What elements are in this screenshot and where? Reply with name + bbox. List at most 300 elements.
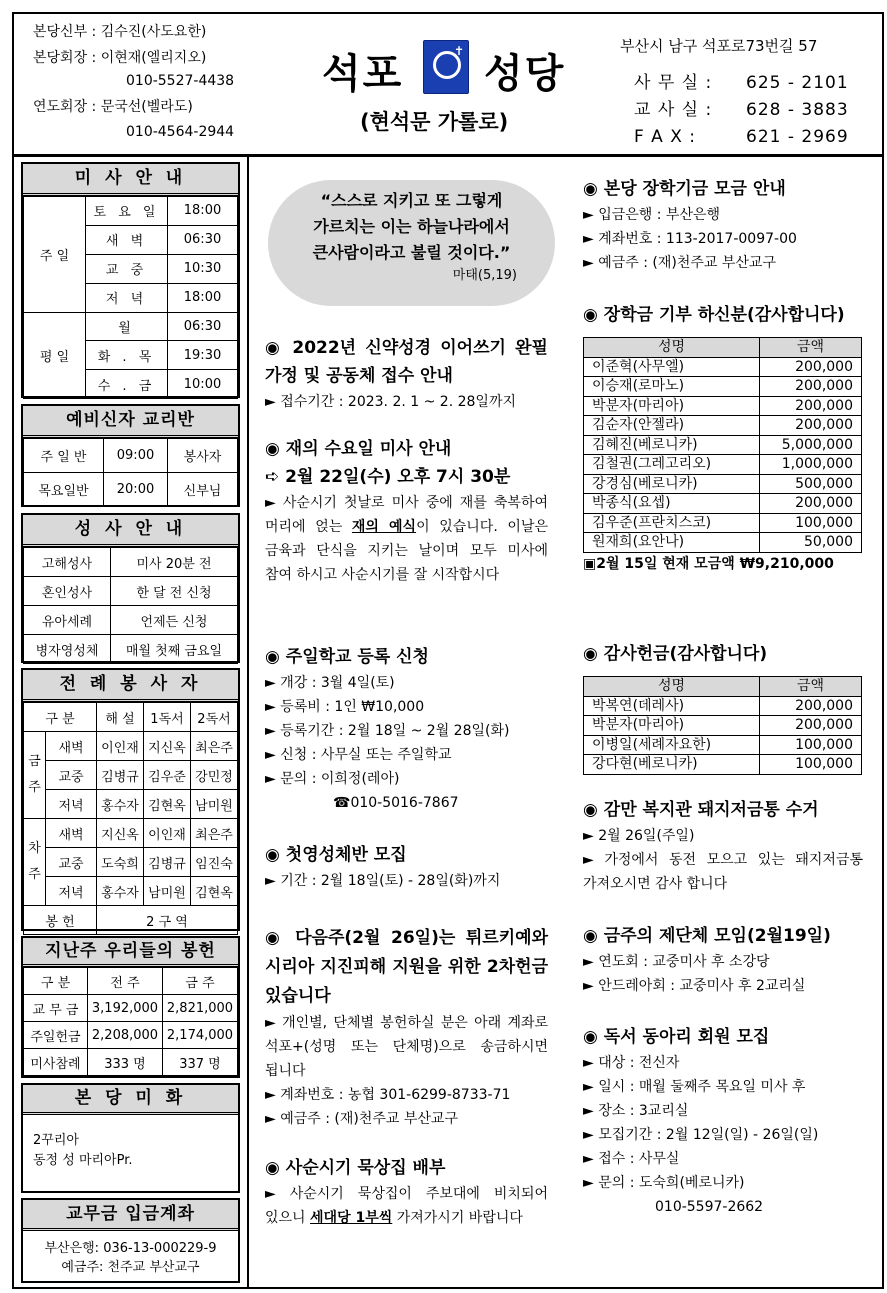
table-row xyxy=(24,312,238,341)
section-bullet-icon: ◉ xyxy=(583,800,604,820)
donor-name: 김혜진(베로니카) xyxy=(584,435,760,455)
server-name: 최은주 xyxy=(190,819,237,848)
body-text: 가져가시기 바랍니다 xyxy=(392,1210,523,1226)
pointer-icon: ► xyxy=(583,1151,599,1167)
section-bullet-icon: ◉ xyxy=(583,305,604,325)
mass-slot: 교중 xyxy=(46,761,97,790)
emphasis: 세대당 1부씩 xyxy=(310,1210,393,1226)
prayer-phone: 010-4564-2944 xyxy=(126,124,235,140)
classroom-label: 교 사 실 : xyxy=(634,100,713,120)
pointer-icon: ► xyxy=(583,255,599,271)
pointer-icon: ► xyxy=(583,1175,599,1191)
mass-slot: 새벽 xyxy=(46,819,97,848)
pointer-icon: ► xyxy=(265,723,281,739)
donor-amount: 200,000 xyxy=(760,396,862,416)
mass-title: 미 사 안 내 xyxy=(23,164,238,196)
table-row xyxy=(24,197,238,226)
section-scholarship-fund xyxy=(583,175,863,275)
catechumen-box xyxy=(21,404,240,507)
mass-name: 저 녁 xyxy=(86,283,168,312)
section-title: 장학금 기부 하신분(감사합니다) xyxy=(603,305,845,325)
header-cell: 2독서 xyxy=(190,703,237,732)
pointer-icon: ► xyxy=(265,1087,281,1103)
table-row xyxy=(24,635,238,664)
mass-time: 19:30 xyxy=(168,341,238,370)
section-bullet-icon: ◉ xyxy=(265,1158,286,1178)
server-name: 도숙희 xyxy=(97,848,144,877)
sacrament-name: 혼인성사 xyxy=(24,577,111,606)
list-item xyxy=(265,767,548,791)
mass-name: 토 요 일 xyxy=(86,197,168,226)
item-text: 문의 : 도숙희(베로니카) xyxy=(598,1175,745,1191)
pointer-icon: ► xyxy=(265,771,281,787)
offerings-title: 지난주 우리들의 봉헌 xyxy=(23,938,238,967)
dues-account: 부산은행: 036-13-000229-9 xyxy=(44,1241,217,1256)
contact-phone: 010-5597-2662 xyxy=(655,1199,764,1215)
header-cell: 해 설 xyxy=(97,703,144,732)
last-week-amount: 3,192,000 xyxy=(88,995,163,1022)
section-bullet-icon: ◉ xyxy=(583,926,604,946)
table-row xyxy=(24,995,238,1022)
server-name: 이인재 xyxy=(144,819,191,848)
donor-amount: 5,000,000 xyxy=(760,435,862,455)
section-title: 본당 장학기금 모금 안내 xyxy=(603,179,786,199)
list-item xyxy=(583,950,863,974)
sacraments-title: 성 사 안 내 xyxy=(23,515,238,547)
donor-name: 이승재(로마노) xyxy=(584,377,760,397)
server-name: 강민정 xyxy=(190,761,237,790)
flowers-box xyxy=(21,1083,240,1193)
server-name: 김현옥 xyxy=(190,877,237,906)
donor-name: 박종식(요셉) xyxy=(584,494,760,514)
table-row xyxy=(24,1022,238,1049)
item-text: 문의 : 이희정(레아) xyxy=(280,771,400,787)
section-title: 재의 수요일 미사 안내 xyxy=(285,439,452,459)
fax-label: F A X : xyxy=(634,127,696,147)
item-text: 예금주 : (재)천주교 부산교구 xyxy=(598,255,776,271)
office-phone: 625 - 2101 xyxy=(746,73,849,93)
last-week-amount: 333 명 xyxy=(88,1049,163,1076)
item-text: 입금은행 : 부산은행 xyxy=(598,207,721,223)
header-divider xyxy=(12,154,884,157)
pointer-icon: ► xyxy=(583,1127,599,1143)
item: 접수기간 : 2023. 2. 1 ~ 2. 28일까지 xyxy=(280,394,517,410)
mass-time: 06:30 xyxy=(168,312,238,341)
donor-name: 이병일(세례자요한) xyxy=(584,735,760,755)
pointer-icon: ► xyxy=(265,495,283,511)
table-row xyxy=(584,455,862,475)
address: 부산시 남구 석포로73번길 57 xyxy=(620,37,818,55)
donor-name: 박분자(마리아) xyxy=(584,396,760,416)
section-title: 금주의 제단체 모임(2월19일) xyxy=(603,926,831,946)
body-text: 이 있습니다. 이날은 금육과 단식을 지키는 날이며 모두 미사에 참여 하시고 사순시기를 잘 시작합시다 xyxy=(265,519,548,583)
sacrament-name: 고해성사 xyxy=(24,548,111,577)
table-row xyxy=(24,906,238,935)
table-row xyxy=(584,513,862,533)
server-name: 홍수자 xyxy=(97,790,144,819)
catechumen-title: 예비신자 교리반 xyxy=(23,406,238,438)
header-name: 성명 xyxy=(584,677,760,697)
table-row xyxy=(24,548,238,577)
mass-slot: 새벽 xyxy=(46,732,97,761)
header-cell: 전 주 xyxy=(88,968,163,995)
item-text: 모집기간 : 2월 12일(일) - 26일(일) xyxy=(598,1127,819,1143)
pointer-icon: ► xyxy=(583,207,599,223)
donor-amount: 100,000 xyxy=(760,735,862,755)
donor-name: 강다현(베로니카) xyxy=(584,755,760,775)
donor-name: 원재희(요안나) xyxy=(584,533,760,553)
quote-line: 큰사람이라고 불릴 것이다.” xyxy=(312,243,511,262)
pointer-icon: ► xyxy=(265,1186,290,1202)
section-ash-wednesday xyxy=(265,435,548,587)
table-row xyxy=(584,396,862,416)
table-row xyxy=(24,848,238,877)
offering-type: 교 무 금 xyxy=(24,995,88,1022)
item-text: 대상 : 전신자 xyxy=(598,1055,680,1071)
quote-line: “스스로 지키고 또 그렇게 xyxy=(320,191,503,210)
pointer-icon: ► xyxy=(265,394,281,410)
class-teacher: 신부님 xyxy=(168,473,238,507)
table-row xyxy=(24,606,238,635)
flowers-line: 동정 성 마리아Pr. xyxy=(33,1153,133,1168)
item-text: 접수 : 사무실 xyxy=(598,1151,680,1167)
dues-title: 교무금 입금계좌 xyxy=(23,1200,238,1231)
mass-slot: 저녁 xyxy=(46,790,97,819)
item-text: 일시 : 매월 둘째주 목요일 미사 후 xyxy=(598,1079,806,1095)
server-name: 홍수자 xyxy=(97,877,144,906)
list-item xyxy=(583,1171,863,1195)
table-row xyxy=(24,577,238,606)
dues-box xyxy=(21,1198,240,1283)
table-row xyxy=(584,533,862,553)
mass-time: 18:00 xyxy=(168,197,238,226)
mass-name: 교 중 xyxy=(86,254,168,283)
offering-label: 봉 헌 xyxy=(24,906,97,935)
donor-amount: 500,000 xyxy=(760,474,862,494)
weekday-label: 평 일 xyxy=(24,312,86,399)
list-item xyxy=(583,227,863,251)
server-name: 김병규 xyxy=(97,761,144,790)
header-cell: 구 분 xyxy=(24,968,88,995)
pointer-icon: ► xyxy=(583,954,599,970)
last-week-amount: 2,208,000 xyxy=(88,1022,163,1049)
donor-amount: 200,000 xyxy=(760,357,862,377)
table-row xyxy=(24,761,238,790)
item-text: 신청 : 사무실 또는 주일학교 xyxy=(280,747,452,763)
table-row xyxy=(24,819,238,848)
class-time: 20:00 xyxy=(104,473,168,507)
quote-line: 가르치는 이는 하늘나라에서 xyxy=(313,217,510,236)
table-row xyxy=(24,1049,238,1076)
contact-phone: ☎010-5016-7867 xyxy=(333,795,459,811)
server-name: 이인재 xyxy=(97,732,144,761)
flowers-title: 본 당 미 화 xyxy=(23,1085,238,1115)
donor-amount: 100,000 xyxy=(760,513,862,533)
header-name: 성명 xyxy=(584,338,760,358)
mass-schedule-box xyxy=(21,162,240,398)
class-name: 목요일반 xyxy=(24,473,104,507)
item-text: 계좌번호 : 113-2017-0097-00 xyxy=(598,231,797,247)
section-bullet-icon: ◉ xyxy=(583,644,604,664)
list-item xyxy=(265,719,548,743)
list-item xyxy=(583,1123,863,1147)
section-title: 감만 복지관 돼지저금통 수거 xyxy=(603,800,819,820)
mass-name: 화 . 목 xyxy=(86,341,168,370)
donor-amount: 100,000 xyxy=(760,755,862,775)
liturgy-title: 전 례 봉 사 자 xyxy=(23,670,238,702)
list-item xyxy=(265,1083,548,1107)
pointer-icon: ► xyxy=(583,1103,599,1119)
sacrament-name: 병자영성체 xyxy=(24,635,111,664)
section-bullet-icon: ◉ xyxy=(583,1027,604,1047)
table-row xyxy=(584,474,862,494)
list-item xyxy=(583,1075,863,1099)
section-piggybank xyxy=(583,796,863,896)
mass-slot: 저녁 xyxy=(46,877,97,906)
class-time: 09:00 xyxy=(104,439,168,473)
server-name: 남미원 xyxy=(144,877,191,906)
class-teacher: 봉사자 xyxy=(168,439,238,473)
pointer-icon: ► xyxy=(265,747,281,763)
item-text: 등록기간 : 2월 18일 ~ 2월 28일(화) xyxy=(280,723,510,739)
body-text: 사순시기 첫날로 미사 중에 재를 축복하여 머리에 얹는 xyxy=(265,495,548,535)
pointer-icon: ► xyxy=(265,1111,281,1127)
donor-amount: 1,000,000 xyxy=(760,455,862,475)
item-text: 장소 : 3교리실 xyxy=(598,1103,689,1119)
section-scholarship-donors xyxy=(583,301,863,575)
sacrament-name: 유아세례 xyxy=(24,606,111,635)
table-row xyxy=(584,735,862,755)
section-title: 독서 동아리 회원 모집 xyxy=(603,1027,770,1047)
list-item xyxy=(583,1147,863,1171)
donor-name: 이준혁(사무엘) xyxy=(584,357,760,377)
classroom-phone: 628 - 3883 xyxy=(746,100,849,120)
offering-district: 2 구 역 xyxy=(97,906,238,935)
section-bullet-icon: ◉ xyxy=(265,647,286,667)
section-reading-club xyxy=(583,1023,863,1219)
server-name: 지신옥 xyxy=(97,819,144,848)
sacraments-box xyxy=(21,513,240,663)
server-name: 임진숙 xyxy=(190,848,237,877)
list-item xyxy=(265,671,548,695)
header-cell: 1독서 xyxy=(144,703,191,732)
header-amount: 금액 xyxy=(760,677,862,697)
donor-name: 김철권(그레고리오) xyxy=(584,455,760,475)
section-bible-copy xyxy=(265,334,548,414)
catechumen-table xyxy=(23,438,238,507)
table-row xyxy=(584,377,862,397)
mass-table xyxy=(23,196,238,399)
section-lent-booklet xyxy=(265,1154,548,1230)
column-divider xyxy=(247,156,249,1289)
offerings-box xyxy=(21,936,240,1078)
flowers-line: 2꾸리아 xyxy=(33,1133,79,1148)
pointer-icon: ► xyxy=(583,231,599,247)
list-item xyxy=(265,695,548,719)
section-title: 주일학교 등록 신청 xyxy=(285,647,429,667)
office-label: 사 무 실 : xyxy=(634,73,713,93)
council-phone: 010-5527-4438 xyxy=(126,73,235,89)
item-text: 안드레아회 : 교중미사 후 2교리실 xyxy=(598,978,806,994)
server-name: 김현옥 xyxy=(144,790,191,819)
sunday-label: 주 일 xyxy=(24,197,86,313)
sacrament-note: 언제든 신청 xyxy=(111,606,238,635)
table-row xyxy=(24,473,238,507)
server-name: 김우준 xyxy=(144,761,191,790)
item-text: 개강 : 3월 4일(토) xyxy=(280,675,395,691)
church-logo: ✝ xyxy=(423,40,469,94)
donor-amount: 200,000 xyxy=(760,716,862,736)
class-name: 주 일 반 xyxy=(24,439,104,473)
pointer-icon: ► xyxy=(583,1055,599,1071)
table-row xyxy=(24,877,238,906)
table-header xyxy=(24,703,238,732)
donor-amount: 200,000 xyxy=(760,377,862,397)
table-row xyxy=(24,790,238,819)
arrow-icon: ➪ xyxy=(265,467,286,487)
scripture-quote xyxy=(268,180,555,306)
pointer-icon: ► xyxy=(265,699,281,715)
liturgy-box xyxy=(21,668,240,931)
body-text: 가정에서 동전 모으고 있는 돼지저금통 가져오시면 감사 합니다 xyxy=(583,852,864,892)
section-second-collection xyxy=(265,924,548,1131)
table-row xyxy=(584,435,862,455)
item-text: 등록비 : 1인 ₩10,000 xyxy=(280,699,425,715)
donor-name: 박분자(마리아) xyxy=(584,716,760,736)
sacrament-note: 한 달 전 신청 xyxy=(111,577,238,606)
this-week-amount: 337 명 xyxy=(163,1049,238,1076)
donor-name: 김우준(프란치스코) xyxy=(584,513,760,533)
section-title: 감사헌금(감사합니다) xyxy=(603,644,768,664)
donor-name: 김순자(안젤라) xyxy=(584,416,760,436)
mass-name: 월 xyxy=(86,312,168,341)
table-header xyxy=(24,968,238,995)
item: 기간 : 2월 18일(토) - 28일(화)까지 xyxy=(280,873,501,889)
donor-name: 강경심(베로니카) xyxy=(584,474,760,494)
mass-time: 2월 22일(수) 오후 7시 30분 xyxy=(285,467,511,487)
week-label: 차주 xyxy=(24,819,46,906)
section-title: 2022년 신약성경 이어쓰기 완필 가정 및 공동체 접수 안내 xyxy=(265,338,548,386)
mass-time: 18:00 xyxy=(168,283,238,312)
pointer-icon: ► xyxy=(265,1015,283,1031)
quote-source: 마태(5,19) xyxy=(452,268,517,283)
table-row xyxy=(584,716,862,736)
item-text: 계좌번호 : 농협 301-6299-8733-71 xyxy=(280,1087,511,1103)
section-bullet-icon: ◉ xyxy=(265,845,286,865)
pastor: 본당신부 : 김수진(사도요한) xyxy=(33,24,207,40)
mass-name: 수 . 금 xyxy=(86,370,168,399)
table-header xyxy=(584,677,862,697)
section-bullet-icon: ◉ xyxy=(265,928,296,948)
section-sunday-school xyxy=(265,643,548,815)
list-item xyxy=(583,251,863,275)
church-name-right: 성당 xyxy=(484,51,566,97)
list-item xyxy=(265,1107,548,1131)
list-item xyxy=(265,743,548,767)
offerings-table xyxy=(23,967,238,1076)
sacraments-table xyxy=(23,547,238,664)
mass-name: 새 벽 xyxy=(86,225,168,254)
section-first-communion xyxy=(265,841,548,893)
donor-amount: 200,000 xyxy=(760,696,862,716)
pointer-icon: ► xyxy=(265,873,281,889)
header-cell: 금 주 xyxy=(163,968,238,995)
body-text: 사순시기 묵상집이 주보대에 비치되어 있으니 xyxy=(265,1186,549,1226)
item-text: 연도회 : 교중미사 후 소강당 xyxy=(598,954,770,970)
section-title: 다음주(2월 26일)는 튀르키예와 시리아 지진피해 지원을 위한 2차헌금 있습니다 xyxy=(265,928,548,1006)
church-patron: (현석문 가롤로) xyxy=(360,110,509,134)
section-bullet-icon: ◉ xyxy=(265,439,286,459)
server-name: 남미원 xyxy=(190,790,237,819)
table-row xyxy=(584,696,862,716)
this-week-amount: 2,821,000 xyxy=(163,995,238,1022)
item: 2월 26일(주일) xyxy=(598,828,695,844)
mass-time: 10:00 xyxy=(168,370,238,399)
server-name: 김병규 xyxy=(144,848,191,877)
this-week-amount: 2,174,000 xyxy=(163,1022,238,1049)
list-item xyxy=(583,974,863,998)
liturgy-table xyxy=(23,702,238,935)
fax-number: 621 - 2969 xyxy=(746,127,849,147)
mass-time: 10:30 xyxy=(168,254,238,283)
donor-table xyxy=(583,337,862,553)
list-item xyxy=(583,1051,863,1075)
section-bullet-icon: ◉ xyxy=(583,179,604,199)
table-row xyxy=(584,357,862,377)
table-row xyxy=(24,732,238,761)
table-row xyxy=(24,439,238,473)
mass-slot: 교중 xyxy=(46,848,97,877)
emphasis: 재의 예식 xyxy=(351,519,417,535)
pointer-icon: ► xyxy=(583,828,599,844)
pointer-icon: ► xyxy=(583,978,599,994)
list-item xyxy=(583,203,863,227)
header-amount: 금액 xyxy=(760,338,862,358)
church-name-left: 석포 xyxy=(322,51,404,97)
offering-type: 주일헌금 xyxy=(24,1022,88,1049)
table-row xyxy=(584,494,862,514)
table-row xyxy=(584,416,862,436)
body-text: 개인별, 단체별 봉헌하실 분은 아래 계좌로 석포+(성명 또는 단체명)으로 송금하시면 됩니다 xyxy=(265,1015,549,1079)
header-cell: 구 분 xyxy=(24,703,97,732)
donor-amount: 200,000 xyxy=(760,416,862,436)
section-thanks-offering xyxy=(583,640,863,775)
section-bullet-icon: ◉ xyxy=(265,338,293,358)
offering-type: 미사참례 xyxy=(24,1049,88,1076)
phone-list xyxy=(634,70,849,151)
list-item xyxy=(583,1099,863,1123)
section-title: 첫영성체반 모집 xyxy=(285,845,407,865)
donor-amount: 50,000 xyxy=(760,533,862,553)
prayer-president: 연도회장 : 문국선(벨라도) xyxy=(33,99,193,115)
section-title: 사순시기 묵상집 배부 xyxy=(285,1158,446,1178)
pointer-icon: ► xyxy=(583,852,605,868)
item-text: 예금주 : (재)천주교 부산교구 xyxy=(280,1111,458,1127)
pointer-icon: ► xyxy=(583,1079,599,1095)
table-header xyxy=(584,338,862,358)
fund-total: ▣2월 15일 현재 모금액 ₩9,210,000 xyxy=(583,555,834,572)
sacrament-note: 매월 첫째 금요일 xyxy=(111,635,238,664)
table-row xyxy=(584,755,862,775)
dues-holder: 예금주: 천주교 부산교구 xyxy=(61,1260,200,1275)
mass-time: 06:30 xyxy=(168,225,238,254)
thanks-table xyxy=(583,676,862,775)
council-president: 본당회장 : 이현재(엘리지오) xyxy=(33,50,207,66)
server-name: 지신옥 xyxy=(144,732,191,761)
donor-name: 박복연(데레사) xyxy=(584,696,760,716)
sacrament-note: 미사 20분 전 xyxy=(111,548,238,577)
server-name: 최은주 xyxy=(190,732,237,761)
